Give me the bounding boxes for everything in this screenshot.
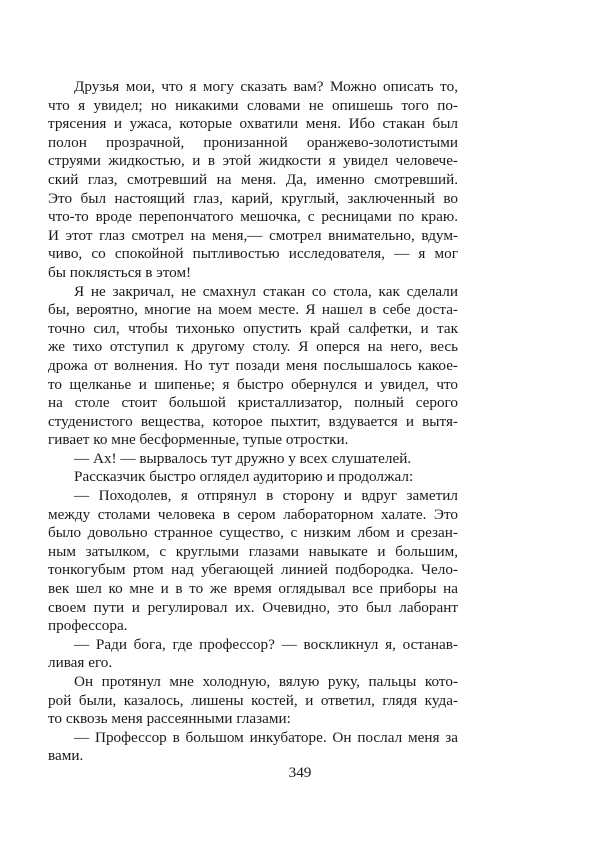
text-line: бы поклясться в этом! — [48, 263, 192, 281]
text-line: студенистого вещества, которое пыхтит, вздувается и вытя- — [48, 412, 458, 430]
text-line: между столами человека в сером лабораторном халате. Это — [48, 505, 458, 523]
text-line: — Ради бога, где профессор? — воскликнул я, останав- — [74, 635, 458, 653]
text-line: — Профессор в большом инкубаторе. Он послал меня за — [74, 728, 458, 746]
text-line: Я не закричал, не смахнул стакан со стола, как сделали — [74, 282, 458, 300]
text-line: ский глаз, смотревший на меня. Да, именно смотревший. — [48, 170, 458, 188]
text-line: рой были, казалось, лишены костей, и ответил, глядя куда- — [48, 691, 458, 709]
body-text — [48, 78, 458, 766]
text-line: — Ах! — вырвалось тут дружно у всех слушателей. — [74, 449, 412, 467]
text-line: что я увидел; но никакими словами не опишешь того по- — [48, 96, 458, 114]
text-line: гивает ко мне бесформенные, тупые отростки. — [48, 431, 349, 449]
text-line: было довольно странное существо, с низким лбом и срезан- — [48, 524, 458, 542]
text-line: Это был настоящий глаз, карий, круглый, заключенный во — [48, 189, 458, 207]
text-line: Рассказчик быстро оглядел аудиторию и продолжал: — [74, 468, 414, 486]
text-line: чиво, со спокойной пытливостью исследователя, — я мог — [48, 245, 458, 263]
text-line: — Походолев, я отпрянул в сторону и вдруг заметил — [74, 487, 458, 505]
text-line: век шел ко мне и в то же время оглядывал все приборы на — [48, 580, 458, 598]
text-line: то щелканье и шипенье; я быстро обернулся и увидел, что — [48, 375, 458, 393]
text-line: что-то вроде перепончатого мешочка, с ресницами по краю. — [48, 208, 458, 226]
text-line: на столе стоит большой кристаллизатор, полный серого — [48, 394, 458, 412]
text-line: Он протянул мне холодную, вялую руку, пальцы кото- — [74, 673, 458, 690]
text-line: ным затылком, с круглыми глазами навыкате и большим, — [48, 542, 458, 560]
text-line: же тихо отступил к другому столу. Я оперся на него, весь — [48, 338, 458, 356]
text-line: профессора. — [48, 617, 128, 635]
text-line: струями жидкостью, и в этой жидкости я увидел человече- — [48, 152, 458, 170]
text-line: Друзья мои, что я могу сказать вам? Можно описать то, — [74, 78, 458, 95]
text-line: то сквозь меня рассеянными глазами: — [48, 710, 291, 728]
text-line: ливая его. — [48, 654, 113, 672]
text-line: вами. — [48, 747, 84, 765]
text-line: И этот глаз смотрел на меня,— смотрел внимательно, вдум- — [48, 226, 458, 244]
text-line: полон прозрачной, пронизанной оранжево-золотистыми — [48, 133, 458, 151]
text-line: трясения и ужаса, которые охватили меня. Ибо стакан был — [48, 115, 458, 133]
text-line: дрожа от волнения. Но тут позади меня послышалось какое- — [48, 356, 458, 374]
text-line: своем пути и регулировал их. Очевидно, это был лаборант — [48, 598, 458, 616]
text-line: точно сил, чтобы тихонько опустить край салфетки, и так — [48, 319, 458, 337]
text-line: бы, вероятно, многие на моем месте. Я нашел в себе доста- — [48, 301, 458, 319]
page-number: 349 — [288, 764, 312, 781]
text-line: тонкогубым ртом над убегающей линией подбородка. Чело- — [48, 561, 458, 579]
